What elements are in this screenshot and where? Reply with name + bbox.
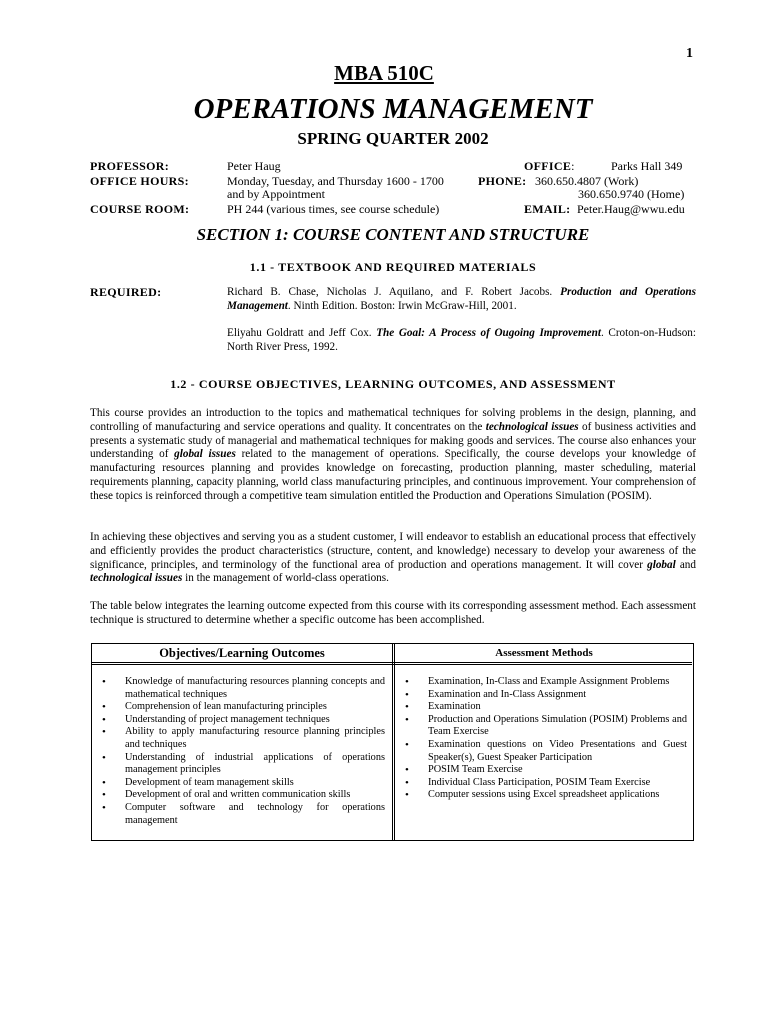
method-item: • Examination, In-Class and Example Assignment Problems (395, 676, 687, 689)
method-item: • Individual Class Participation, POSIM Team Exercise (395, 777, 687, 790)
para2-text-c: and (675, 558, 696, 571)
method-item: • Examination (395, 701, 687, 714)
course-room-label: COURSE ROOM: (90, 202, 190, 216)
outcome-item: • Development of team management skills (92, 777, 385, 790)
para1-text-a: This course provides an introduction to the topics and mathematical techniques for solving problems in the design, planning, and controlling of manufacturing and service operations and quality. It concentrates on the (90, 407, 696, 433)
ref2-authors: Eliyahu Goldratt and Jeff Cox. (227, 327, 372, 339)
term-heading: SPRING QUARTER 2002 (297, 129, 489, 148)
para1-text-e: related to the management of operations. Specifically, the course develops your knowledge of manufacturing resources planning and provides knowledge on forecasting, production planning, master scheduling, material requirements planning, capacity planning, world class manufacturing principles, and continuous improvement. Your comprehension of these topics is reinforced through a competitive team simulation entitled the Production and Operations Simulation (POSIM). (90, 448, 696, 502)
office-hours-line2: and by Appointment (227, 187, 325, 201)
objectives-paragraph (90, 407, 696, 504)
course-code-text: MBA 510C (334, 61, 434, 85)
phone-label: PHONE: (478, 174, 527, 188)
phone-home: 360.650.9740 (Home) (578, 187, 685, 201)
office-value: Parks Hall 349 (611, 159, 683, 173)
office-label (524, 159, 575, 174)
required-label: REQUIRED: (90, 285, 162, 299)
para2-emphasis-global: global (647, 558, 676, 571)
method-item: • POSIM Team Exercise (395, 764, 687, 777)
office-hours-label: OFFICE HOURS: (90, 174, 189, 188)
para1-emphasis-global: global issues (174, 448, 236, 461)
outcome-item: • Comprehension of lean manufacturing principles (92, 701, 385, 714)
outcome-item: • Computer software and technology for operations management (92, 802, 385, 827)
ref1-authors: Richard B. Chase, Nicholas J. Aquilano, and F. Robert Jacobs. (227, 286, 553, 298)
method-item: • Examination and In-Class Assignment (395, 689, 687, 702)
ref2-title: The Goal: A Process of Ougoing Improvement (376, 327, 601, 339)
professor-value: Peter Haug (227, 159, 281, 173)
office-label-text: OFFICE (524, 159, 572, 173)
method-item: • Examination questions on Video Presentations and Guest Speaker(s), Guest Speaker Participation (395, 739, 687, 764)
process-paragraph (90, 531, 696, 586)
para1-emphasis-tech: technological issues (485, 420, 579, 433)
subsection-1-1-title: 1.1 - TEXTBOOK AND REQUIRED MATERIALS (249, 260, 537, 274)
professor-label: PROFESSOR: (90, 159, 170, 173)
outcomes-list (92, 676, 385, 827)
reference-1 (227, 285, 696, 313)
course-title: OPERATIONS MANAGEMENT (193, 93, 593, 125)
methods-list (395, 676, 687, 802)
outcomes-assessment-table (91, 643, 694, 841)
outcome-item: • Understanding of industrial applications of operations management principles (92, 752, 385, 777)
para1-text-c: of business activities and presents a systematic study of managerial and mathematical techniques for making goods and services. The course also enhances your understanding of (90, 420, 696, 461)
office-label-colon: : (571, 159, 575, 173)
outcome-item: • Ability to apply manufacturing resource planning principles and techniques (92, 726, 385, 751)
outcome-item: • Development of oral and written communication skills (92, 789, 385, 802)
para2-text-a: In achieving these objectives and serving you as a student customer, I will endeavor to establish an educational process that effectively and efficiently provides the product characteristics (structure, content, and knowledge) necessary to develop your awareness of the significance, principles, and terminology of the functional area of production and operations management. It will cover (90, 531, 696, 571)
table-intro-paragraph: The table below integrates the learning outcome expected from this course with its corresponding assessment method. Each assessment technique is structured to determine whether a specific outcome has been accomplished. (90, 600, 696, 626)
email-value[interactable]: Peter.Haug@wwu.edu (577, 202, 685, 216)
ref2-rest: . Croton-on-Hudson: North River Press, 1992. (227, 327, 697, 353)
reference-2 (227, 326, 696, 354)
method-item: • Computer sessions using Excel spreadsheet applications (395, 789, 687, 802)
ref1-title: Production and Operations Management (227, 286, 696, 312)
office-hours-line1: Monday, Tuesday, and Thursday 1600 - 1700 (227, 174, 444, 188)
method-item: • Production and Operations Simulation (POSIM) Problems and Team Exercise (395, 714, 687, 739)
para2-text-e: in the management of world-class operations. (182, 572, 389, 585)
outcome-item: • Knowledge of manufacturing resources planning concepts and mathematical techniques (92, 676, 385, 701)
ref1-rest: . Ninth Edition. Boston: Irwin McGraw-Hill, 2001. (287, 300, 517, 312)
page-number: 1 (686, 46, 693, 61)
outcomes-column-header: Objectives/Learning Outcomes (159, 646, 325, 660)
phone-work: 360.650.4807 (Work) (535, 174, 639, 188)
course-code (0, 61, 768, 86)
course-room-value: PH 244 (various times, see course schedule) (227, 202, 440, 216)
para2-emphasis-tech: technological issues (90, 572, 183, 585)
email-label: EMAIL: (524, 202, 571, 216)
outcome-item: • Understanding of project management techniques (92, 714, 385, 727)
subsection-1-2-title: 1.2 - COURSE OBJECTIVES, LEARNING OUTCOMES, AND ASSESSMENT (170, 377, 616, 391)
assessment-column-header: Assessment Methods (495, 647, 593, 659)
section-1-title: SECTION 1: COURSE CONTENT AND STRUCTURE (196, 225, 590, 244)
